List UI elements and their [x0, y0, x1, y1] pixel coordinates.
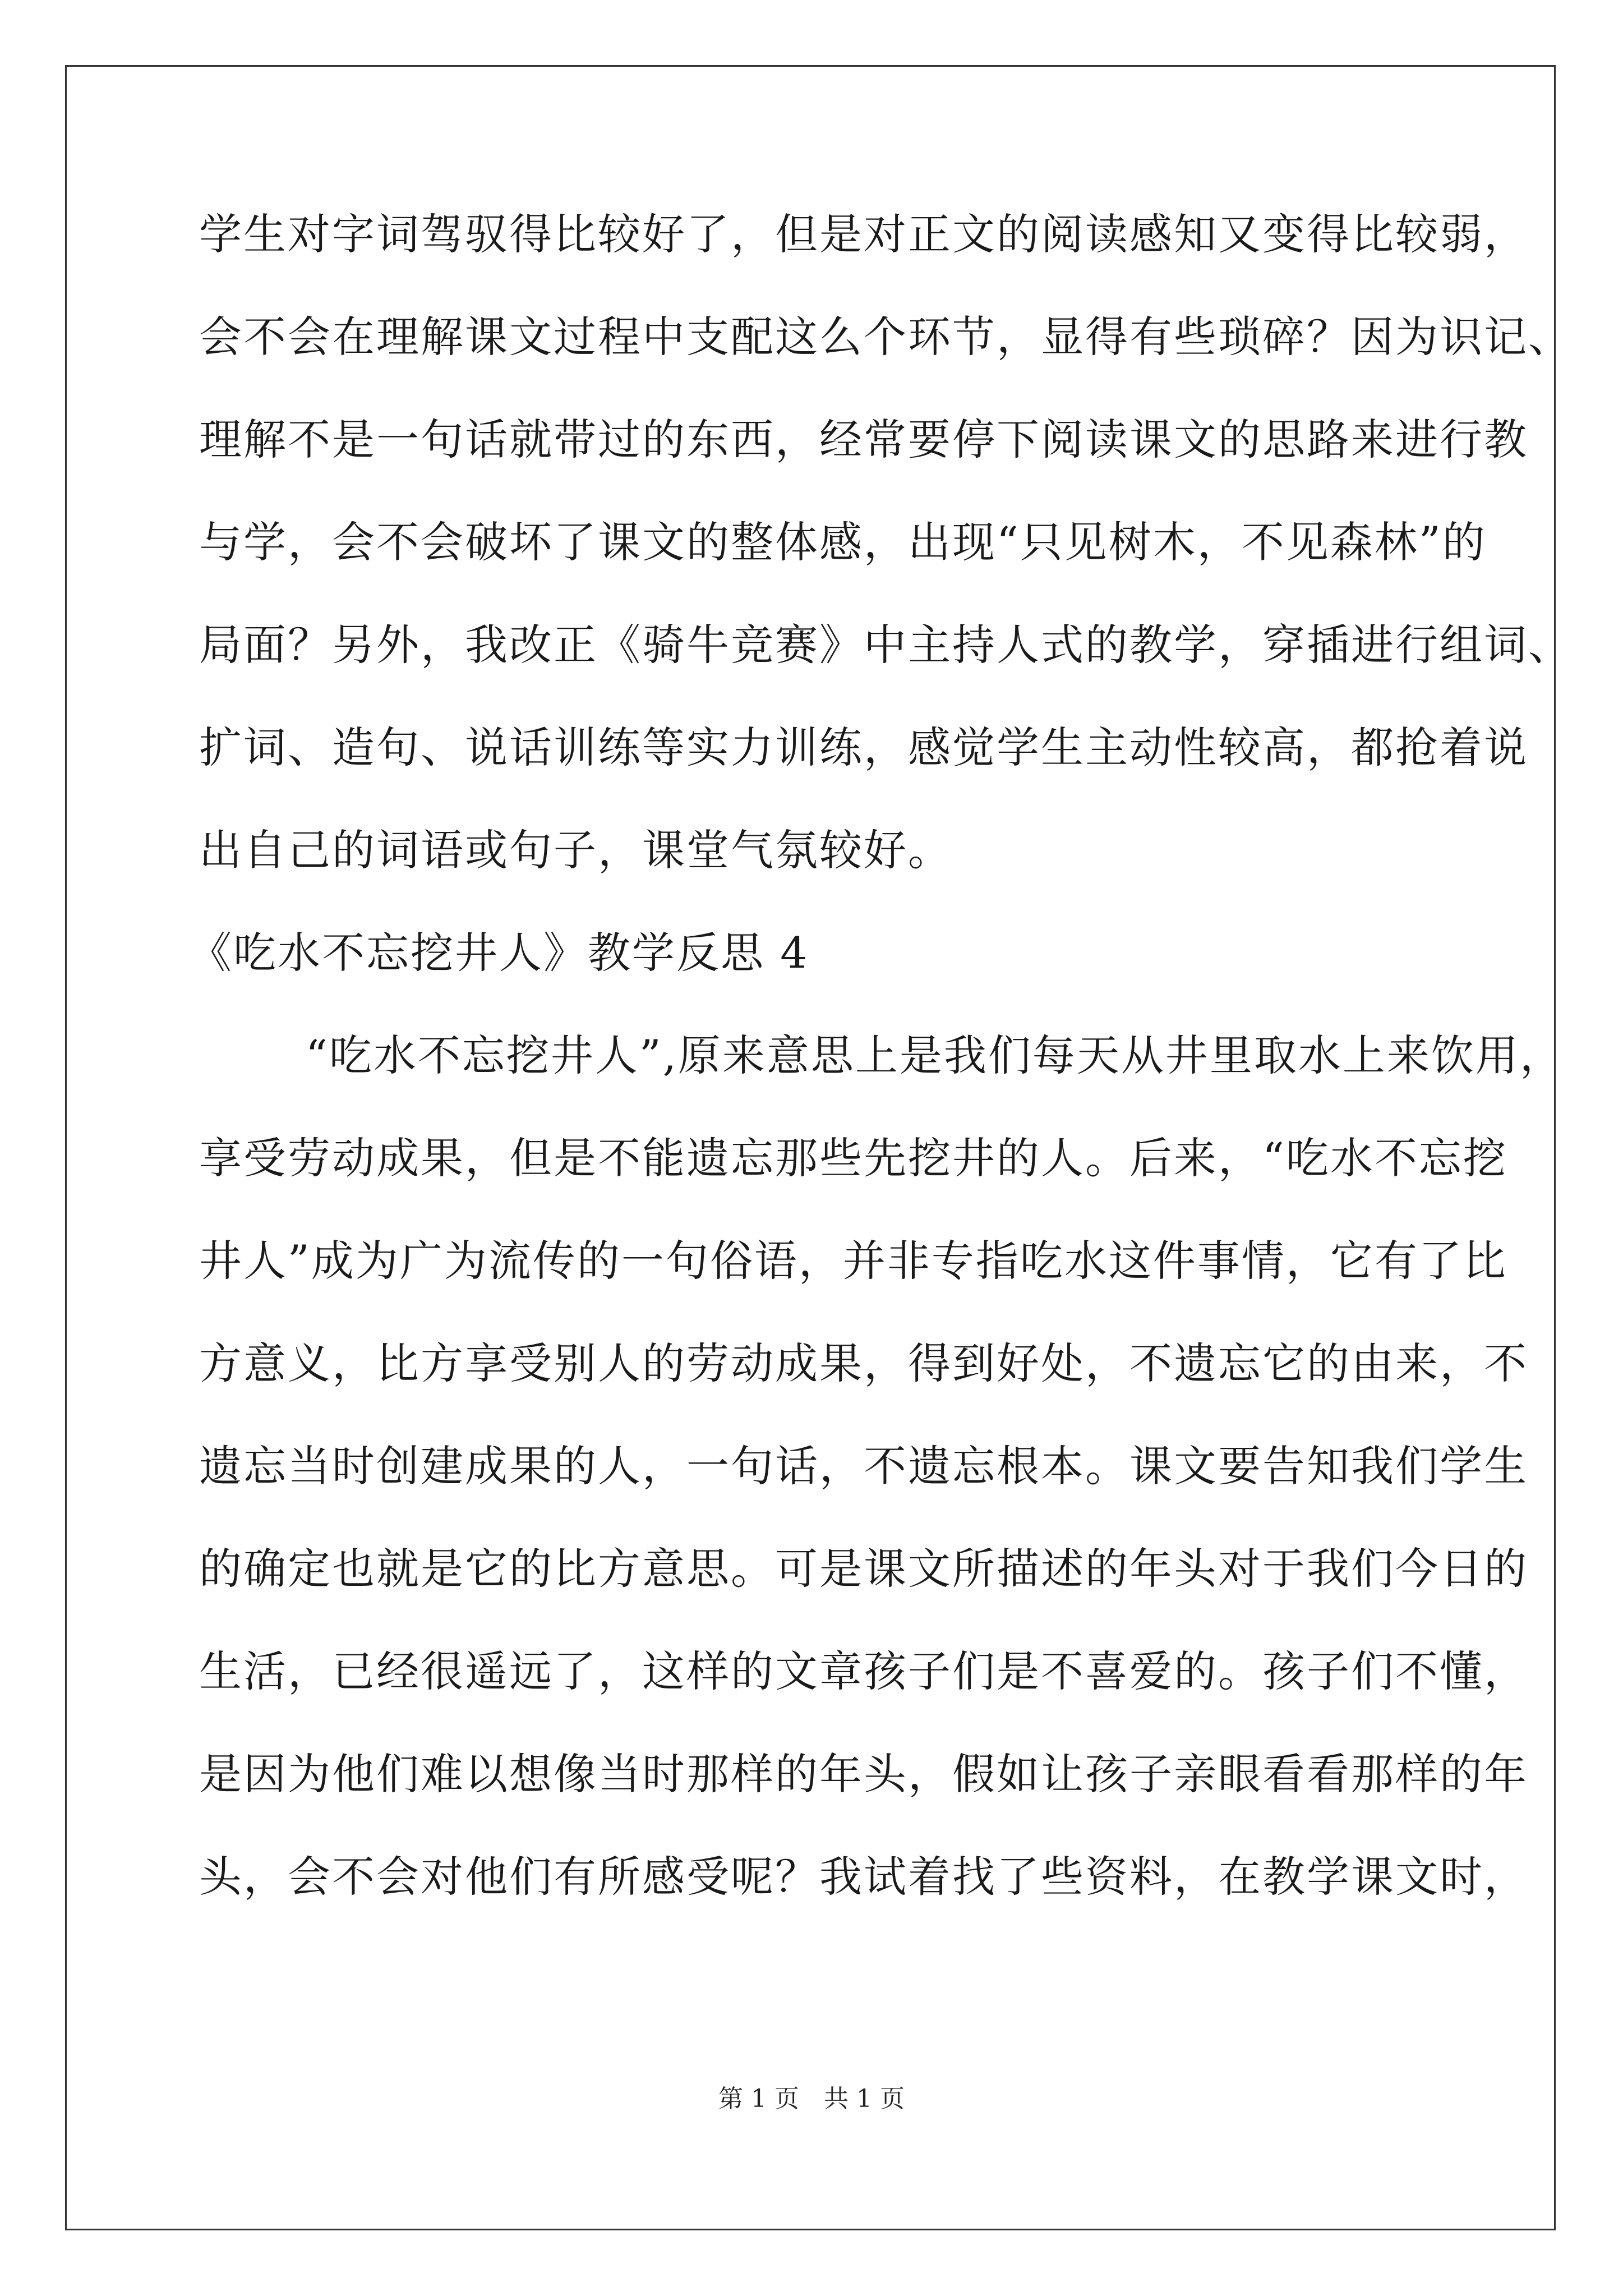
paragraph-line: 生活，已经很遥远了，这样的文章孩子们是不喜爱的。孩子们不懂，	[199, 1646, 1528, 1696]
paragraph-line: 的确定也就是它的比方意思。可是课文所描述的年头对于我们今日的	[199, 1544, 1528, 1594]
paragraph-line: 遗忘当时创建成果的人，一句话，不遗忘根本。课文要告知我们学生	[199, 1441, 1528, 1491]
page-footer: 第 1 页 共 1 页	[718, 2085, 905, 2113]
paragraph-line: 方意义，比方享受别人的劳动成果，得到好处，不遗忘它的由来，不	[199, 1338, 1528, 1388]
paragraph-line: 出自己的词语或句子，课堂气氛较好。	[199, 825, 952, 875]
paragraph-line: 扩词、造句、说话训练等实力训练，感觉学生主动性较高，都抢着说	[199, 723, 1528, 772]
paragraph-line: 学生对字词驾驭得比较好了，但是对正文的阅读感知又变得比较弱，	[199, 209, 1528, 259]
paragraph-line: 头，会不会对他们有所感受呢？我试着找了些资料，在教学课文时，	[199, 1852, 1528, 1902]
paragraph-line: 享受劳动成果，但是不能遗忘那些先挖井的人。后来，“吃水不忘挖	[199, 1133, 1507, 1183]
paragraph-line: 局面？另外，我改正《骑牛竞赛》中主持人式的教学，穿插进行组词、	[199, 620, 1573, 670]
paragraph-line: 会不会在理解课文过程中支配这么个环节，显得有些琐碎？因为识记、	[199, 312, 1573, 362]
section-heading: 《吃水不忘挖井人》教学反思 4	[189, 928, 809, 978]
paragraph-line: 井人”成为广为流传的一句俗语，并非专指吃水这件事情，它有了比	[199, 1236, 1507, 1286]
paragraph-line: 是因为他们难以想像当时那样的年头，假如让孩子亲眼看看那样的年	[199, 1749, 1528, 1799]
paragraph-line: “吃水不忘挖井人”,原来意思上是我们每天从井里取水上来饮用，	[306, 1030, 1564, 1080]
paragraph-line: 理解不是一句话就带过的东西，经常要停下阅读课文的思路来进行教	[199, 415, 1528, 464]
paragraph-line: 与学，会不会破坏了课文的整体感，出现“只见树木，不见森林”的	[199, 517, 1487, 567]
